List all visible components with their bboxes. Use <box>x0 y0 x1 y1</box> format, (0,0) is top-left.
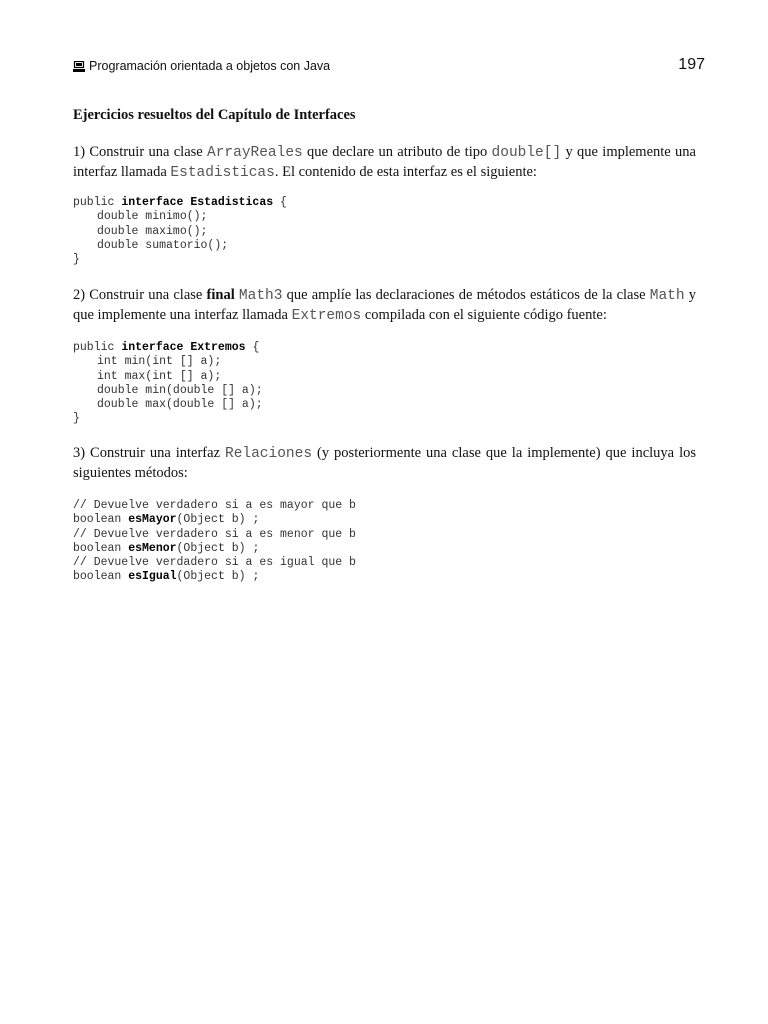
ex2-interface-name: Extremos <box>291 308 362 324</box>
code-token: { <box>273 196 287 209</box>
code-line <box>73 513 696 527</box>
code-token: boolean <box>73 570 129 584</box>
code-line: } <box>73 412 80 426</box>
code-keyword: esMayor <box>128 513 177 527</box>
code-line <box>73 196 696 210</box>
running-title <box>73 59 330 73</box>
ex1-text-2: que declare un atributo de tipo <box>307 144 488 160</box>
code-line: double minimo(); <box>97 210 208 224</box>
ex1-text-3: y que implemente una interfaz llamada <box>73 144 696 180</box>
code-comment: // Devuelve verdadero si a es menor que b <box>73 527 356 541</box>
code-line: double maximo(); <box>97 224 208 238</box>
code-token: (Object b) ; <box>176 541 260 555</box>
code-keyword: interface Estadisticas <box>121 196 274 209</box>
ex1-interface-name: Estadisticas <box>170 165 275 181</box>
code-keyword: esMenor <box>128 541 177 555</box>
code-token: public <box>73 196 122 209</box>
code-keyword: esIgual <box>128 570 177 584</box>
code-line <box>73 542 696 556</box>
ex2-class-name: Math3 <box>238 288 283 304</box>
ex2-text-2: que amplíe las declaraciones de métodos estáticos de la clase <box>286 287 646 303</box>
code-line: int max(int [] a); <box>97 369 222 383</box>
code-line <box>73 570 696 584</box>
ex2-final-keyword: final <box>206 287 235 303</box>
ex2-base-class: Math <box>649 288 685 304</box>
exercise-1-statement <box>73 143 696 183</box>
exercise-3-statement <box>73 444 696 483</box>
ex3-interface-name: Relaciones <box>225 446 313 462</box>
code-line <box>73 341 696 355</box>
code-token: boolean <box>73 513 129 527</box>
ex1-type: double[] <box>491 145 562 161</box>
code-comment: // Devuelve verdadero si a es mayor que b <box>73 499 356 512</box>
ex2-text-4: compilada con el siguiente código fuente: <box>364 307 607 323</box>
exercise-2-statement <box>73 286 696 326</box>
ex2-code-block <box>73 341 696 427</box>
code-line: double sumatorio(); <box>97 238 229 252</box>
code-line: int min(int [] a); <box>97 355 222 369</box>
ex1-text-4: . El contenido de esta interfaz es el siguiente: <box>274 164 537 180</box>
code-token: (Object b) ; <box>176 513 260 527</box>
section-title: Ejercicios resueltos del Capítulo de Interfaces <box>73 107 356 123</box>
page-number: 197 <box>678 56 705 73</box>
computer-icon <box>73 61 85 72</box>
code-line: double max(double [] a); <box>97 398 263 412</box>
code-line: } <box>73 253 80 267</box>
ex1-code-block <box>73 196 696 267</box>
ex2-text-1: 2) Construir una clase <box>73 287 203 303</box>
code-token: { <box>245 341 260 354</box>
running-title-text: Programación orientada a objetos con Java <box>89 59 331 73</box>
code-comment: // Devuelve verdadero si a es igual que b <box>73 556 356 570</box>
ex3-text-1: 3) Construir una interfaz <box>73 445 221 461</box>
code-keyword: interface Extremos <box>121 341 246 354</box>
ex3-text-2: (y posteriormente una clase que la implemente) que incluya los siguientes métodos: <box>73 445 696 481</box>
ex1-class-name: ArrayReales <box>207 145 303 161</box>
ex2-text-3: y que implemente una interfaz llamada <box>73 287 697 323</box>
code-token: (Object b) ; <box>176 570 260 584</box>
code-line: double min(double [] a); <box>97 383 263 397</box>
ex3-code-block <box>73 499 696 585</box>
code-token: boolean <box>73 541 129 555</box>
code-token: public <box>73 341 122 354</box>
ex1-text-1: 1) Construir una clase <box>73 144 203 160</box>
